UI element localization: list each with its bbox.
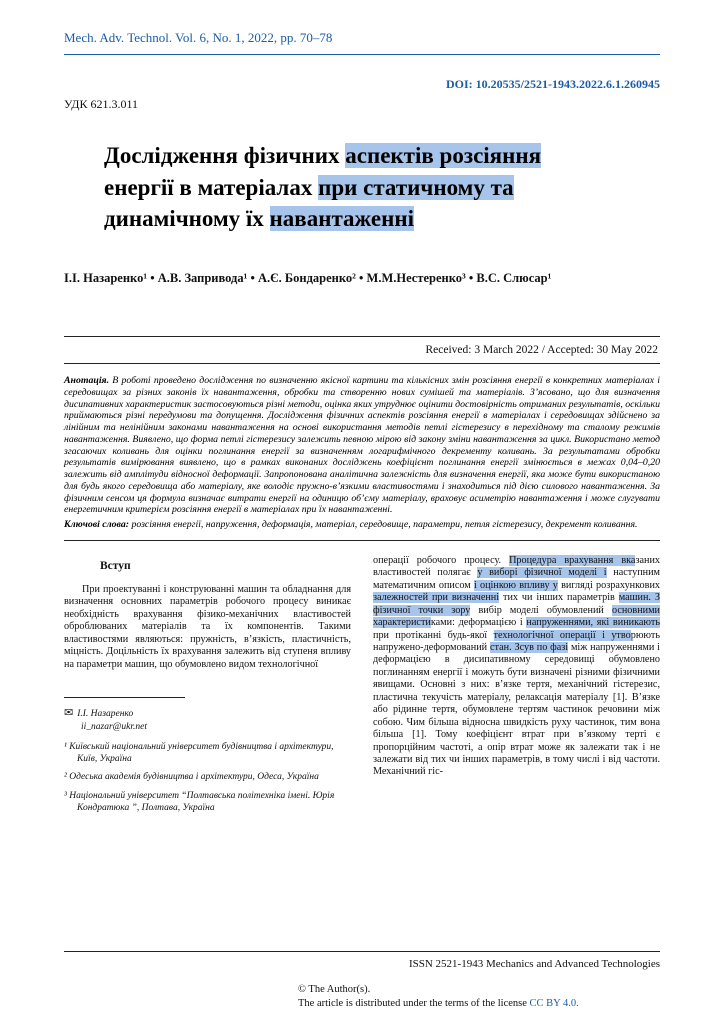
doi-link[interactable]: DOI: 10.20535/2521-1943.2022.6.1.260945 <box>446 77 660 91</box>
corresponding-author <box>64 706 351 720</box>
corresponding-author-name: І.І. Назаренко <box>77 709 134 720</box>
article-title: Дослідження фізичних аспектів розсіяння енергії в матеріалах при статичному та динамічному їх навантаженні <box>104 143 542 232</box>
abstract-label: Анотація. <box>64 375 110 387</box>
keywords <box>64 519 660 531</box>
page-footer <box>64 951 660 1012</box>
left-column <box>64 555 351 820</box>
footnotes-block <box>64 697 351 814</box>
keywords-text: розсіяння енергії, напруження, деформація, матеріал, середовище, параметри, петля гістерезису, декремент коливання. <box>131 519 638 531</box>
cc-by-license-link[interactable]: CC BY 4.0. <box>529 998 579 1010</box>
copyright-line: © The Author(s). <box>298 983 371 995</box>
copyright-block <box>298 983 660 1012</box>
affiliation-2: ² Одеська академія будівництва і архітектури, Одеса, Україна <box>64 772 319 783</box>
affiliation-1: ¹ Київський національний університет будівництва і архітектури, Київ, Україна <box>64 741 334 765</box>
right-column <box>373 555 660 820</box>
two-column-body <box>64 555 660 820</box>
received-accepted-dates: Received: 3 March 2022 / Accepted: 30 May 2022 <box>64 336 660 364</box>
abstract <box>64 375 660 516</box>
authors-line: І.І. Назаренко¹ • А.В. Запривода¹ • А.Є. Бондаренко² • М.М.Нестеренко³ • В.С. Слюсар¹ <box>64 271 552 286</box>
intro-paragraph-left: При проектуванні і конструюванні машин та обладнання для визначення основних параметрів робочого процесу виникає необхідність врахування фізико-механічних властивостей оброблюваних матеріалів та їх компонентів. Такими властивостями являються: пружність, в’язкість, пластичність, міцність. Доцільність їх врахування залежить від ступеня впливу на параметри машин, що обумовлено видом технологічної <box>64 583 351 670</box>
affiliation-3: ³ Національний університет “Полтавська політехніка імені. Юрія Кондратюка ”, Полтава, Україна <box>64 790 335 814</box>
footnote-divider <box>64 697 185 698</box>
email-icon: ✉ <box>64 707 74 720</box>
footer-divider <box>64 951 660 952</box>
corresponding-email-row <box>81 721 351 733</box>
doi-row <box>64 75 660 93</box>
abstract-text: В роботі проведено дослідження по визначенню якісної картини та кількісних змін розсіяння енергії в конкретних матеріалах і середовищах за різних законів їх навантаження, обробки та створенню нових сумішей та матеріалів. З’ясовано, що для визначення дисипативних характеристик застосовуються різні методи, оцінка яких утруднює оцінити достовірність отриманих результатів, оскільки приймаються різні передумови та допущення. Дослідження фізичних аспектів розсіяння енергії в матеріалах і середовищах здійснено за лінійним та нелінійним законами навантаження на основі використання методів петлі гістерезису в перехідному та сталому режимів навантаження. Виявлено, що форма петлі гістерезису залежить певною мірою від закону зміни навантаження за цикл. Використано метод згасаючих коливань для оцінки поглинання енергії за визначенням логарифмічного декременту коливань. За результатами обробки результатів вимірювання виявлено, що в рамках виконаних досліджень коефіцієнт поглинання енергії змінюється в межах 0,04–0,20 залежить від амплітуди відносної деформації. Запропонована аналітична залежність для визначення енергії, яка може бути використаною для будь якого середовища або матеріалу, яке володіє пружно-в’язкими властивостями і знаходиться під дією силового навантаження. За фізичним сенсом ця формула визначає витрати енергії на одиницю об’єму матеріалу, враховує асиметрію навантаження і може слугувати енергетичним критерієм розсіяння енергії в матеріалах при їх навантаженні. <box>64 375 661 516</box>
license-line <box>298 997 660 1012</box>
keywords-label: Ключові слова: <box>64 519 130 531</box>
intro-heading: Вступ <box>100 559 131 572</box>
udc-code: УДК 621.3.011 <box>64 97 139 111</box>
issn-line: ISSN 2521-1943 Mechanics and Advanced Technologies <box>408 957 660 970</box>
license-text: The article is distributed under the terms of the license <box>298 998 530 1010</box>
intro-paragraph-right: операції робочого процесу. Процедура врахування вказаних властивостей полягає у виборі фізичної моделі і наступним математичним описом і оцінкою впливу у вигляді розрахункових залежностей при визначенні тих чи інших параметрів машин. З фізичної точки зору вибір моделі обумовлений основними характеристиками: деформацією і напруженнями, які виникають при протіканні будь-якої технологічної операції і утворюють напружено-деформований стан. Зсув по фазі між напруженнями і деформацією в дисипативному середовищі обумовлено поглинанням енергії і можуть бути визначені різними фізичними явищами. Основні з них: в’язке тертя, механічний гістерезис, пластична текучість матеріалу, релаксація матеріалу [1]. В’язке або рідинне тертя, обумовлене тертям частинок речовини між собою. Чим більша відносна швидкість руху частинок, тим вона більша [1]. Тому коефіцієнт втрат при в’язкому терті є пропорційним частоті, а опір втрат може як залежати так і не залежати від тих чи інших параметрів, в тому числі і від частоти. Механічний гіс- <box>373 554 660 778</box>
section-divider <box>64 540 660 541</box>
corresponding-email-link[interactable]: ii_nazar@ukr.net <box>81 722 148 733</box>
journal-header: Mech. Adv. Technol. Vol. 6, No. 1, 2022, pp. 70–78 <box>64 30 660 55</box>
